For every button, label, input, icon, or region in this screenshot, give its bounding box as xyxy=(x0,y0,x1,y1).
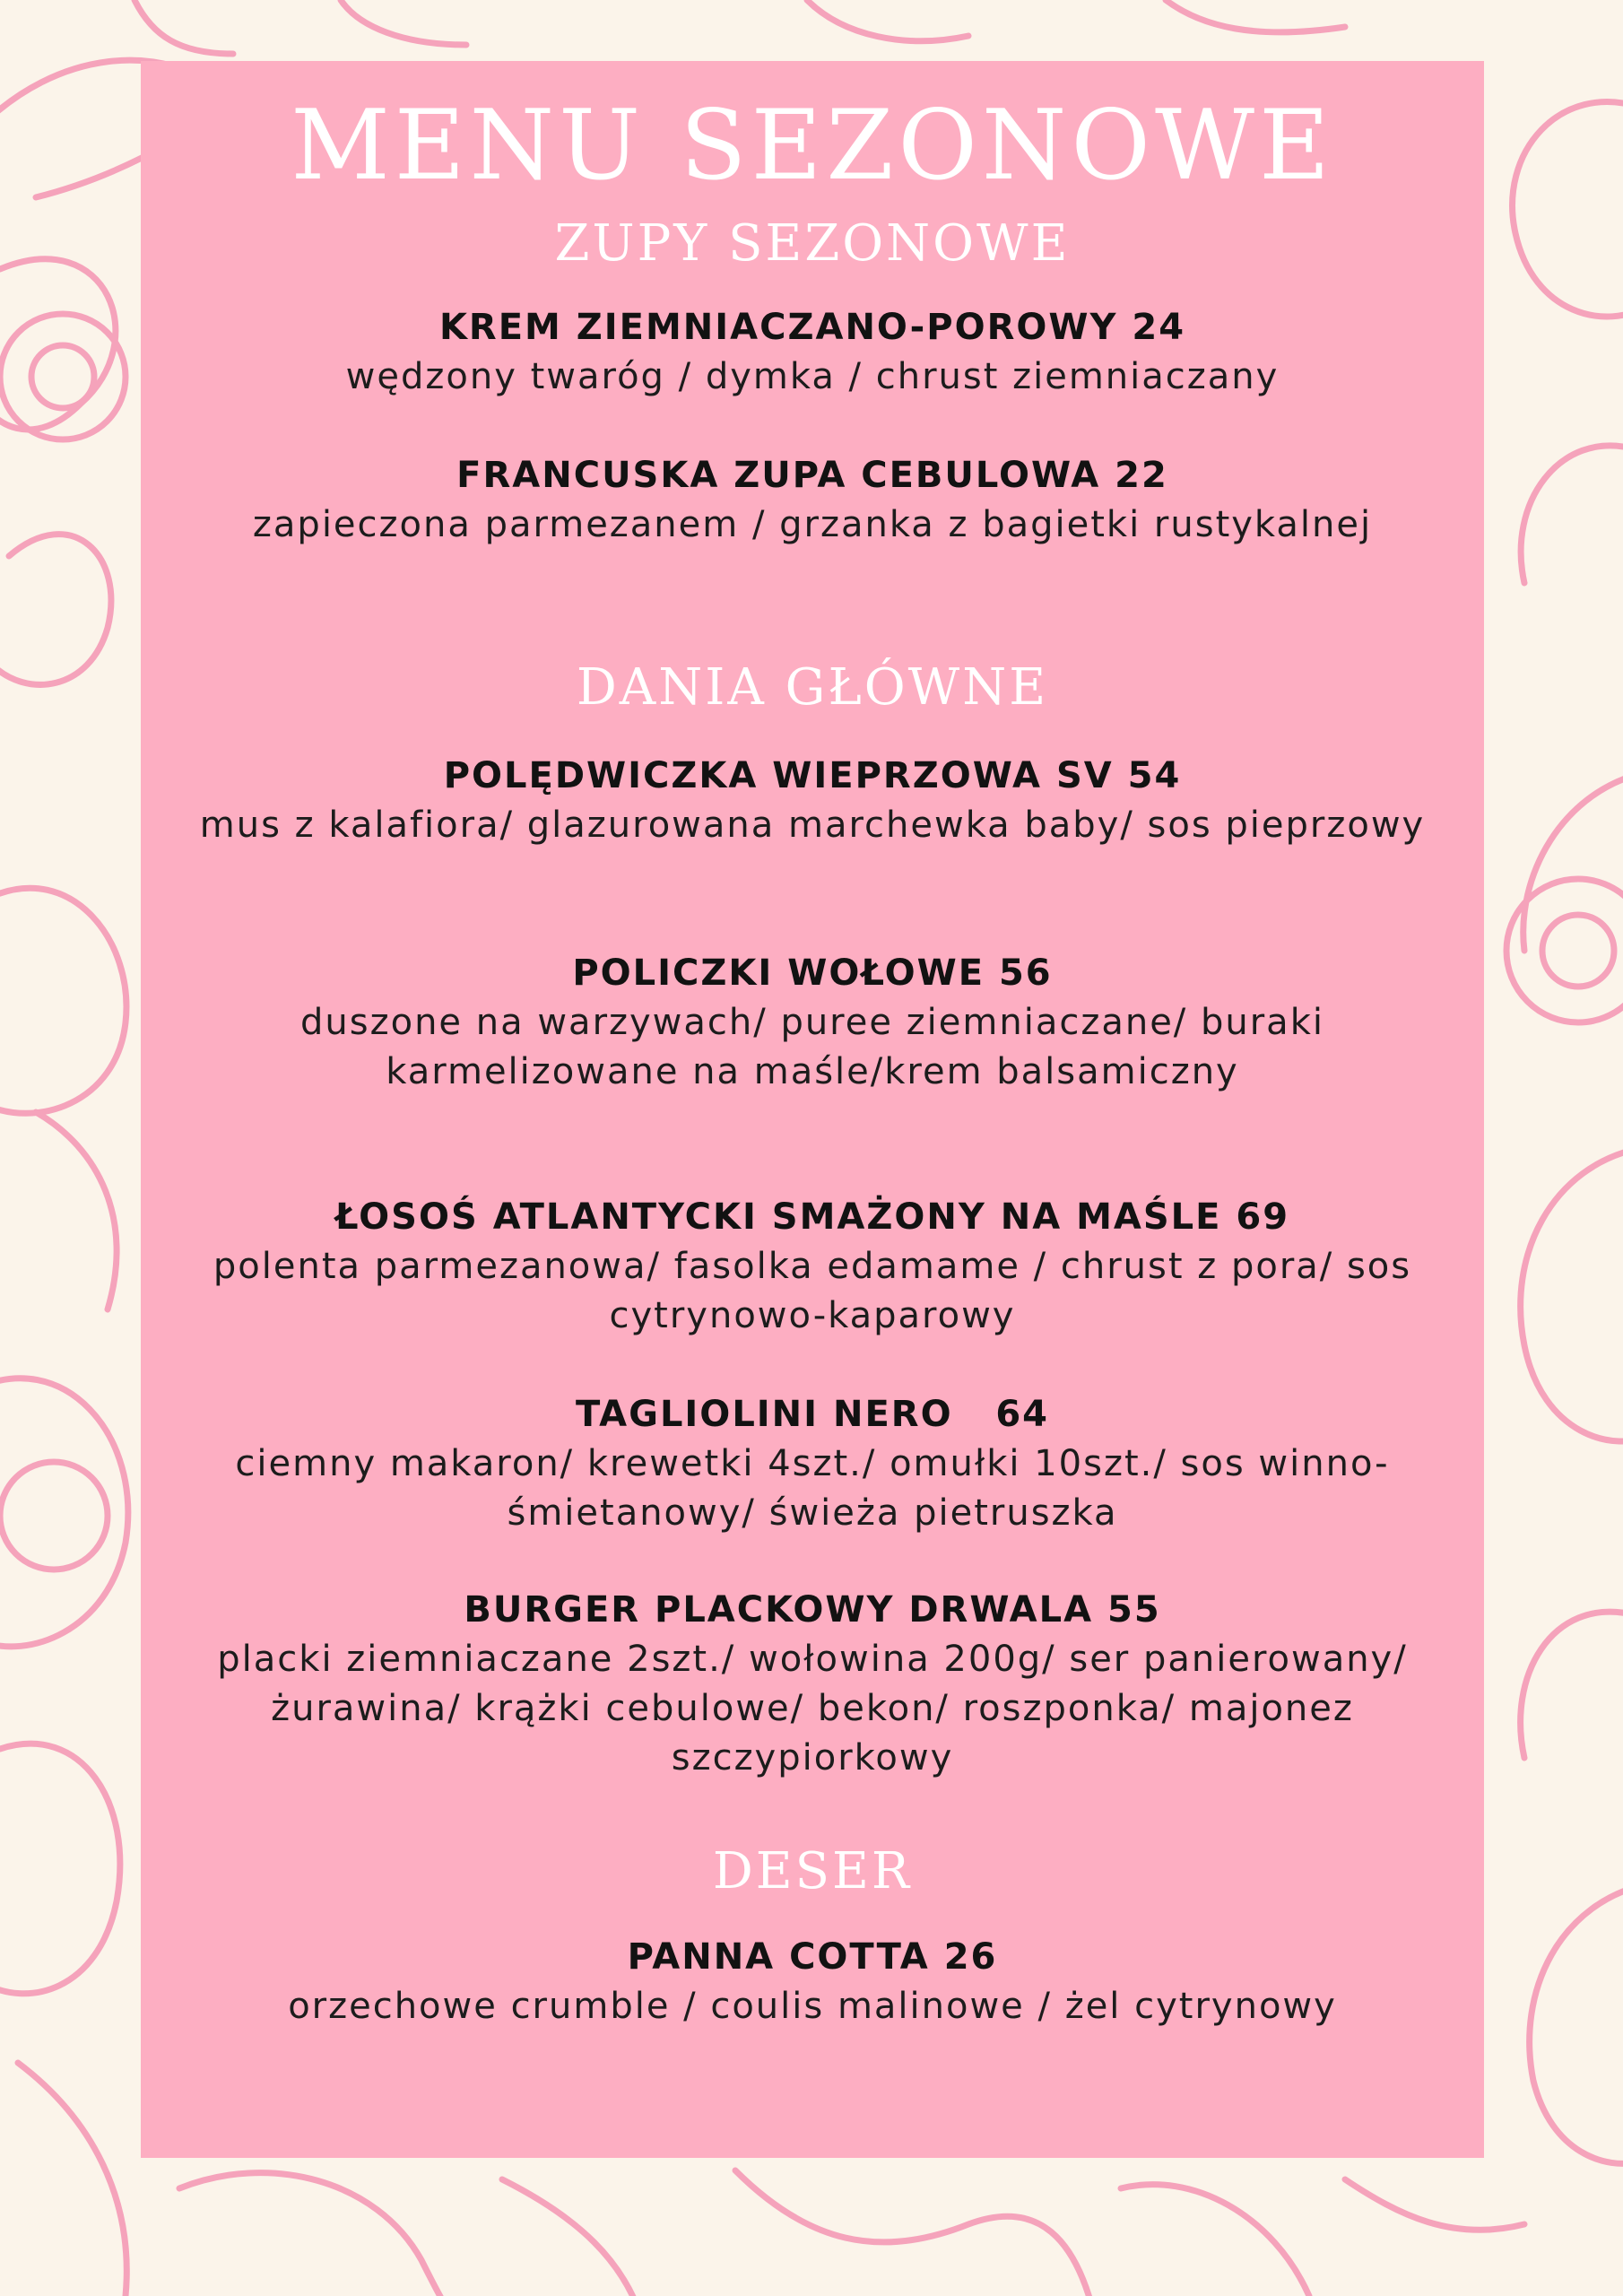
menu-item xyxy=(186,1933,1439,2031)
item-name: BURGER PLACKOWY DRWALA 55 xyxy=(464,1589,1161,1631)
item-description: placki ziemniaczane 2szt./ wołowina 200g/ ser panierowany/ żurawina/ krążki cebulowe/ bekon/ roszponka/ majonez szczypiorkowy xyxy=(217,1639,1408,1779)
item-description: orzechowe crumble / coulis malinowe / żel cytrynowy xyxy=(288,1986,1337,2027)
item-name: ŁOSOŚ ATLANTYCKI SMAŻONY NA MAŚLE 69 xyxy=(334,1196,1290,1238)
menu-item xyxy=(186,1390,1439,1538)
menu-item xyxy=(186,1586,1439,1783)
menu-panel xyxy=(141,61,1484,2158)
section-title-zupy: ZUPY SEZONOWE xyxy=(554,214,1071,273)
menu-title: MENU SEZONOWE xyxy=(291,90,1334,202)
menu-item xyxy=(186,451,1439,550)
section-title-deser: DESER xyxy=(712,1842,913,1900)
item-description: ciemny makaron/ krewetki 4szt./ omułki 10szt./ sos winno-śmietanowy/ świeża pietruszka xyxy=(235,1443,1390,1534)
item-name: TAGLIOLINI NERO 64 xyxy=(575,1394,1050,1435)
menu-item xyxy=(186,1193,1439,1341)
item-description: duszone na warzywach/ puree ziemniaczane/ buraki karmelizowane na maśle/krem balsamiczny xyxy=(300,1002,1324,1092)
item-description: polenta parmezanowa/ fasolka edamame / chrust z pora/ sos cytrynowo-kaparowy xyxy=(213,1246,1412,1336)
item-name: POLICZKI WOŁOWE 56 xyxy=(572,952,1053,994)
section-title-dania: DANIA GŁÓWNE xyxy=(576,658,1049,717)
item-name: POLĘDWICZKA WIEPRZOWA SV 54 xyxy=(443,755,1182,796)
item-name: PANNA COTTA 26 xyxy=(627,1936,998,1978)
item-name: KREM ZIEMNIACZANO-POROWY 24 xyxy=(438,307,1186,348)
item-description: zapieczona parmezanem / grzanka z bagietki rustykalnej xyxy=(252,504,1373,545)
menu-item xyxy=(186,949,1439,1097)
menu-item xyxy=(186,303,1439,402)
menu-item xyxy=(186,752,1439,850)
item-description: wędzony twaróg / dymka / chrust ziemniaczany xyxy=(345,356,1280,397)
item-name: FRANCUSKA ZUPA CEBULOWA 22 xyxy=(456,455,1168,496)
item-description: mus z kalafiora/ glazurowana marchewka baby/ sos pieprzowy xyxy=(199,804,1426,846)
